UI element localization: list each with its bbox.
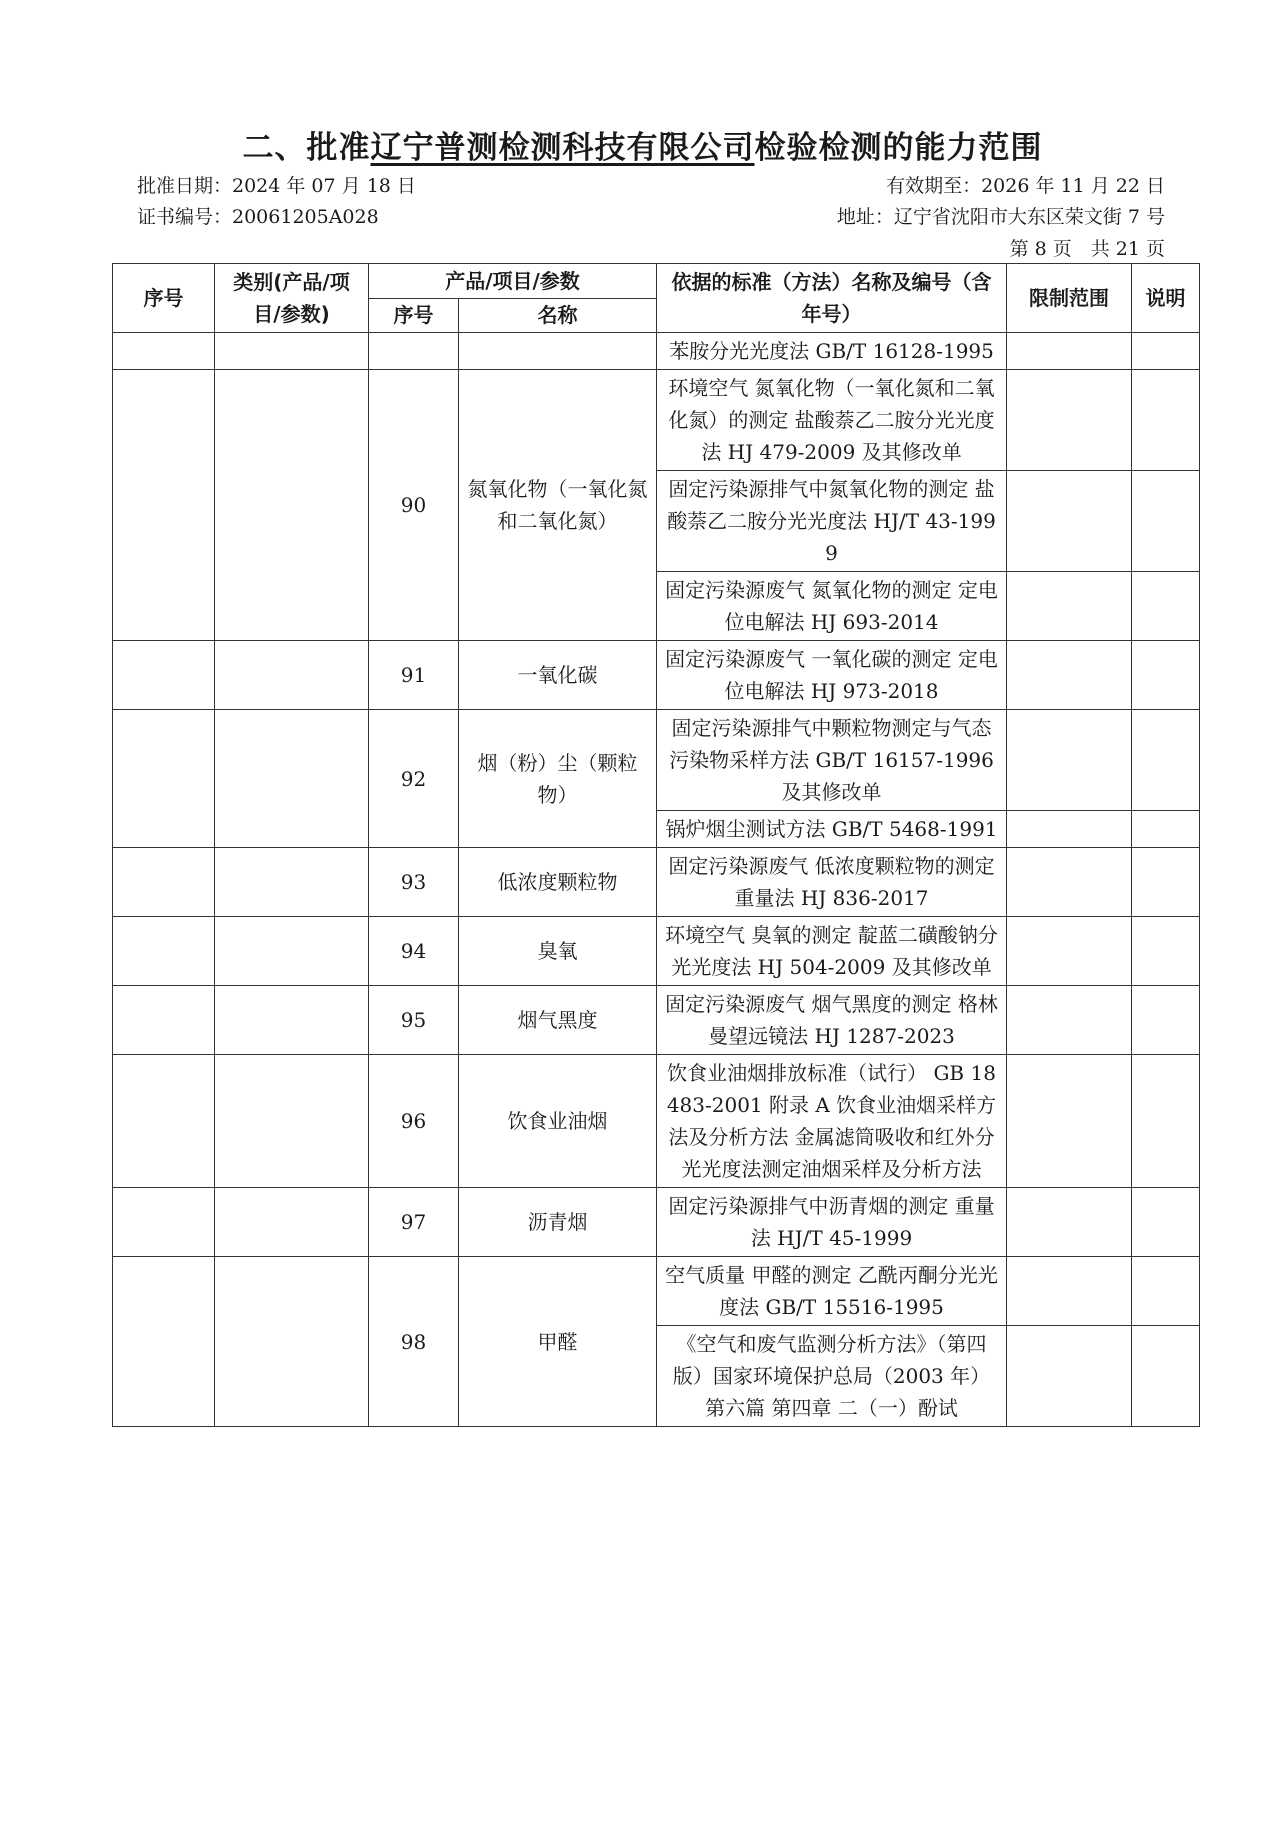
cell-sub-name: 甲醛 xyxy=(459,1257,657,1427)
cell-sub-seq: 96 xyxy=(369,1055,459,1188)
cell-note xyxy=(1132,1188,1200,1257)
cell-category xyxy=(215,917,369,986)
cell-standard: 固定污染源排气中颗粒物测定与气态污染物采样方法 GB/T 16157-1996 及其修改单 xyxy=(657,710,1007,811)
cell-note xyxy=(1132,710,1200,811)
valid-until: 有效期至：2026 年 11 月 22 日 xyxy=(886,175,1165,197)
header-note: 说明 xyxy=(1132,264,1200,333)
cell-limit xyxy=(1007,710,1132,811)
cell-sub-name: 沥青烟 xyxy=(459,1188,657,1257)
table-row xyxy=(113,370,1200,471)
header-standard: 依据的标准（方法）名称及编号（含年号） xyxy=(657,264,1007,333)
cell-seq xyxy=(113,641,215,710)
cell-standard: 《空气和废气监测分析方法》（第四版）国家环境保护总局（2003 年）第六篇 第四章 二（一）酚试 xyxy=(657,1326,1007,1427)
table-row xyxy=(113,917,1200,986)
cell-sub-name: 一氧化碳 xyxy=(459,641,657,710)
header-sub-seq: 序号 xyxy=(369,298,459,333)
cell-category xyxy=(215,370,369,641)
table-row xyxy=(113,1055,1200,1188)
cell-category xyxy=(215,848,369,917)
cell-note xyxy=(1132,370,1200,471)
cell-standard: 饮食业油烟排放标准（试行） GB 18483-2001 附录 A 饮食业油烟采样方法及分析方法 金属滤筒吸收和红外分光光度法测定油烟采样及分析方法 xyxy=(657,1055,1007,1188)
cell-category xyxy=(215,641,369,710)
cell-limit xyxy=(1007,848,1132,917)
cell-note xyxy=(1132,986,1200,1055)
cell-sub-name: 低浓度颗粒物 xyxy=(459,848,657,917)
certificate-number: 证书编号：20061205A028 xyxy=(137,206,379,228)
cell-category xyxy=(215,1055,369,1188)
cell-note xyxy=(1132,333,1200,370)
page-number: 第 8 页 共 21 页 xyxy=(1009,238,1165,260)
cell-note xyxy=(1132,1055,1200,1188)
approval-date: 批准日期：2024 年 07 月 18 日 xyxy=(137,175,416,197)
table-row xyxy=(113,1188,1200,1257)
header-category: 类别(产品/项目/参数) xyxy=(215,264,369,333)
capability-table xyxy=(112,263,1200,1427)
cell-limit xyxy=(1007,641,1132,710)
cell-limit xyxy=(1007,917,1132,986)
cell-sub-name: 氮氧化物（一氧化氮和二氧化氮） xyxy=(459,370,657,641)
cell-seq xyxy=(113,1055,215,1188)
cell-standard: 空气质量 甲醛的测定 乙酰丙酮分光光度法 GB/T 15516-1995 xyxy=(657,1257,1007,1326)
cell-note xyxy=(1132,572,1200,641)
cell-seq xyxy=(113,986,215,1055)
address: 地址：辽宁省沈阳市大东区荣文街 7 号 xyxy=(836,206,1165,228)
cell-seq xyxy=(113,848,215,917)
cell-standard: 固定污染源排气中沥青烟的测定 重量法 HJ/T 45-1999 xyxy=(657,1188,1007,1257)
cell-note xyxy=(1132,641,1200,710)
title-suffix: 检验检测的能力范围 xyxy=(754,130,1043,166)
cell-seq xyxy=(113,917,215,986)
table-row xyxy=(113,710,1200,811)
cell-sub-seq: 98 xyxy=(369,1257,459,1427)
cell-sub-seq: 91 xyxy=(369,641,459,710)
table-row xyxy=(113,1257,1200,1326)
cell-category xyxy=(215,1257,369,1427)
cell-sub-name: 臭氧 xyxy=(459,917,657,986)
table-row xyxy=(113,986,1200,1055)
cell-limit xyxy=(1007,370,1132,471)
cell-category xyxy=(215,1188,369,1257)
cell-sub-seq: 95 xyxy=(369,986,459,1055)
cell-standard: 固定污染源排气中氮氧化物的测定 盐酸萘乙二胺分光光度法 HJ/T 43-1999 xyxy=(657,471,1007,572)
cell-limit xyxy=(1007,986,1132,1055)
cell-seq xyxy=(113,710,215,848)
cell-seq xyxy=(113,333,215,370)
cell-sub-seq: 90 xyxy=(369,370,459,641)
header-product-group: 产品/项目/参数 xyxy=(369,264,657,299)
header-limit: 限制范围 xyxy=(1007,264,1132,333)
cell-category xyxy=(215,710,369,848)
cell-limit xyxy=(1007,1188,1132,1257)
header-sub-name: 名称 xyxy=(459,298,657,333)
cell-standard: 环境空气 臭氧的测定 靛蓝二磺酸钠分光光度法 HJ 504-2009 及其修改单 xyxy=(657,917,1007,986)
cell-seq xyxy=(113,1188,215,1257)
cell-limit xyxy=(1007,471,1132,572)
cell-standard: 环境空气 氮氧化物（一氧化氮和二氧化氮）的测定 盐酸萘乙二胺分光光度法 HJ 479-2009 及其修改单 xyxy=(657,370,1007,471)
cell-sub-seq: 93 xyxy=(369,848,459,917)
cell-sub-name xyxy=(459,333,657,370)
cell-note xyxy=(1132,917,1200,986)
cell-seq xyxy=(113,370,215,641)
cell-sub-seq: 92 xyxy=(369,710,459,848)
cell-note xyxy=(1132,811,1200,848)
cell-standard: 固定污染源废气 低浓度颗粒物的测定 重量法 HJ 836-2017 xyxy=(657,848,1007,917)
cell-note xyxy=(1132,1257,1200,1326)
cell-sub-name: 烟气黑度 xyxy=(459,986,657,1055)
title-company: 辽宁普测检测科技有限公司 xyxy=(370,130,755,166)
cell-limit xyxy=(1007,1326,1132,1427)
cell-limit xyxy=(1007,1257,1132,1326)
cell-seq xyxy=(113,1257,215,1427)
cell-category xyxy=(215,986,369,1055)
cell-note xyxy=(1132,848,1200,917)
table-row xyxy=(113,333,1200,370)
cell-standard: 苯胺分光光度法 GB/T 16128-1995 xyxy=(657,333,1007,370)
cell-sub-name: 饮食业油烟 xyxy=(459,1055,657,1188)
cell-limit xyxy=(1007,1055,1132,1188)
cell-limit xyxy=(1007,811,1132,848)
cell-limit xyxy=(1007,333,1132,370)
cell-sub-seq: 97 xyxy=(369,1188,459,1257)
cell-category xyxy=(215,333,369,370)
cell-standard: 固定污染源废气 氮氧化物的测定 定电位电解法 HJ 693-2014 xyxy=(657,572,1007,641)
cell-sub-name: 烟（粉）尘（颗粒物） xyxy=(459,710,657,848)
page-title xyxy=(0,122,1285,167)
cell-sub-seq: 94 xyxy=(369,917,459,986)
cell-standard: 锅炉烟尘测试方法 GB/T 5468-1991 xyxy=(657,811,1007,848)
cell-note xyxy=(1132,471,1200,572)
table-row xyxy=(113,848,1200,917)
cell-standard: 固定污染源废气 一氧化碳的测定 定电位电解法 HJ 973-2018 xyxy=(657,641,1007,710)
cell-limit xyxy=(1007,572,1132,641)
cell-standard: 固定污染源废气 烟气黑度的测定 格林曼望远镜法 HJ 1287-2023 xyxy=(657,986,1007,1055)
table-body xyxy=(113,333,1200,1427)
table-row xyxy=(113,641,1200,710)
cell-sub-seq xyxy=(369,333,459,370)
header-seq: 序号 xyxy=(113,264,215,333)
title-prefix: 二、批准 xyxy=(242,130,371,166)
cell-note xyxy=(1132,1326,1200,1427)
